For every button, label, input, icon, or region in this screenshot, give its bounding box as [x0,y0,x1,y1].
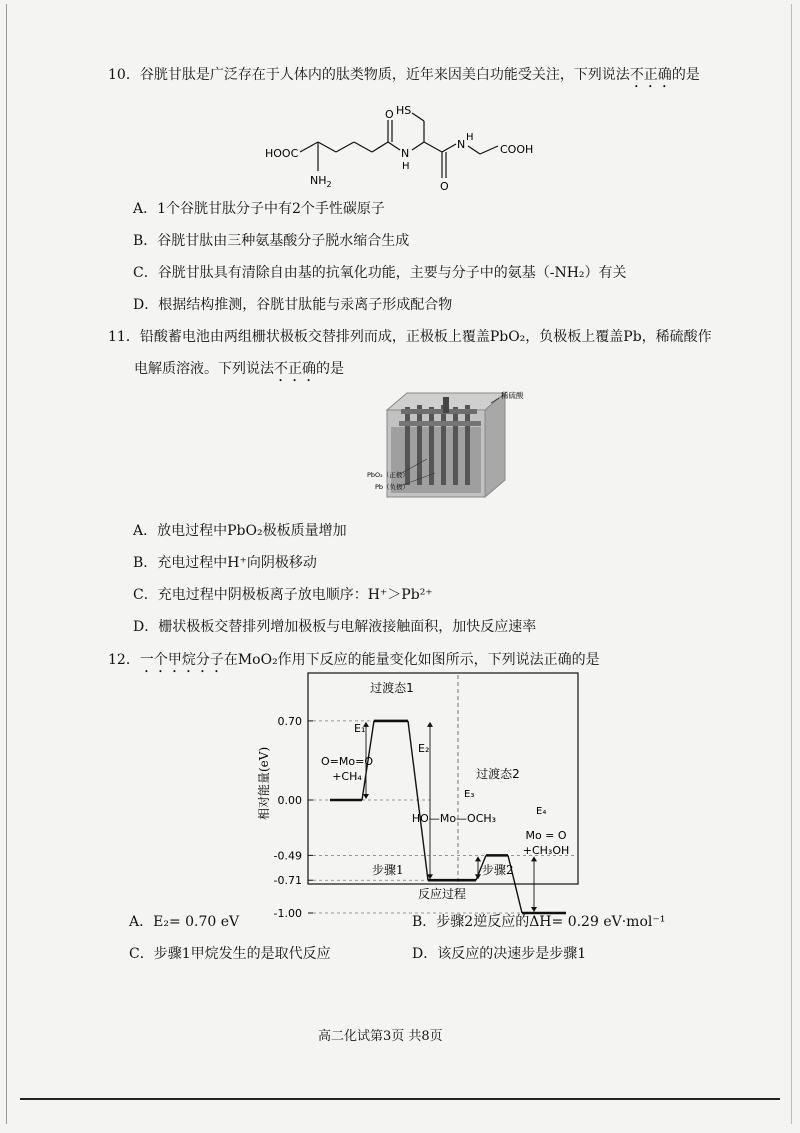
arrow-e4-head [531,856,537,861]
energy-profile-chart [250,670,590,920]
product-label: Mo = O [525,829,567,842]
q11-stem-line2: 电解质溶液。下列说法不正确的是 [134,361,344,377]
label-pbo2: PbO₂（正极） [367,471,409,479]
h2-label: H [466,132,474,143]
product-label-2: +CH₃OH [522,844,570,857]
ts1-label: 过渡态1 [370,681,414,695]
hooc-label: HOOC [265,147,299,160]
reactant-label: O=Mo=O [321,755,373,768]
q11-option-d: D．栅状极板交替排列增加极板与电解液接触面积，加快反应速率 [133,619,537,635]
cooh-label: COOH [500,143,534,156]
q12-option-b: B．步骤2逆反应的ΔH= 0.29 eV·mol⁻¹ [412,914,666,930]
page-footer: 高二化试第3页 共8页 [318,1029,443,1044]
e3-label: E₃ [464,789,475,800]
o2-label: O [440,180,449,193]
label-pb: Pb（负极） [375,483,410,491]
q10-option-c: C．谷胱甘肽具有清除自由基的抗氧化功能，主要与分子中的氨基（-NH₂）有关 [133,265,627,281]
q11-option-a: A．放电过程中PbO₂极板质量增加 [133,523,347,539]
o1-label: O [385,108,394,121]
ts2-label: 过渡态2 [476,767,520,781]
q11-stem-line1: 11．铅酸蓄电池由两组栅状极板交替排列而成，正极板上覆盖PbO₂，负极板上覆盖Pb，稀硫酸作 [108,329,712,345]
q10-stem: 10．谷胱甘肽是广泛存在于人体内的肽类物质，近年来因美白功能受关注，下列说法不正确的是 [108,67,700,83]
q12-option-d: D．该反应的决速步是步骤1 [412,946,587,962]
arrow-e3-head [475,874,481,879]
bottom-rule [20,1098,780,1100]
n1-label: N [401,147,410,160]
nh2-label: $NH_2$ [310,174,332,189]
q10-option-d: D．根据结构推测，谷胱甘肽能与汞离子形成配合物 [133,297,453,313]
reactant-label-2: +CH₄ [332,770,362,783]
e4-label: E₄ [536,806,547,817]
q12-option-c: C．步骤1甲烷发生的是取代反应 [129,946,331,962]
step1-label: 步骤1 [372,863,404,877]
q10-option-b: B．谷胱甘肽由三种氨基酸分子脱水缩合生成 [133,233,410,249]
arrow-e3-head [475,856,481,861]
y-axis-label: 相对能量(eV) [257,746,271,820]
q12-emphasis: 一个甲烷分子 [139,652,224,668]
y-tick-label: -0.49 [273,849,302,863]
label-acid: 稀硫酸 [501,391,524,400]
q11-option-b: B．充电过程中H⁺向阴极移动 [133,555,317,571]
arrow-e1-head [363,794,369,799]
q11-emphasis: 不正确 [274,361,316,377]
h1-label: H [402,161,410,172]
e1-label: E₁ [354,722,366,735]
q10-option-a: A．1个谷胱甘肽分子中有2个手性碳原子 [133,201,385,217]
arrow-e2-head [427,722,433,727]
n2-label: N [457,138,466,151]
q10-emphasis: 不正确 [629,67,672,83]
q12-stem: 12．一个甲烷分子在MoO₂作用下反应的能量变化如图所示，下列说法正确的是 [108,652,600,668]
y-tick-label: -0.71 [273,874,302,888]
e2-label: E₂ [418,742,430,755]
battery-figure [365,385,540,505]
q12-option-a: A．E₂= 0.70 eV [129,914,240,930]
hs-label: HS [396,104,412,117]
glutathione-structure [260,96,560,200]
q11-option-c: C．充电过程中阴极板离子放电顺序：H⁺＞Pb²⁺ [133,587,433,603]
y-tick-label: 0.70 [277,714,302,728]
intermediate-label: HO—Mo—OCH₃ [411,812,497,825]
y-tick-label: 0.00 [277,794,302,807]
step2-label: 步骤2 [482,863,514,877]
x-axis-label: 反应过程 [418,887,467,901]
y-tick-label: -1.00 [273,907,302,920]
